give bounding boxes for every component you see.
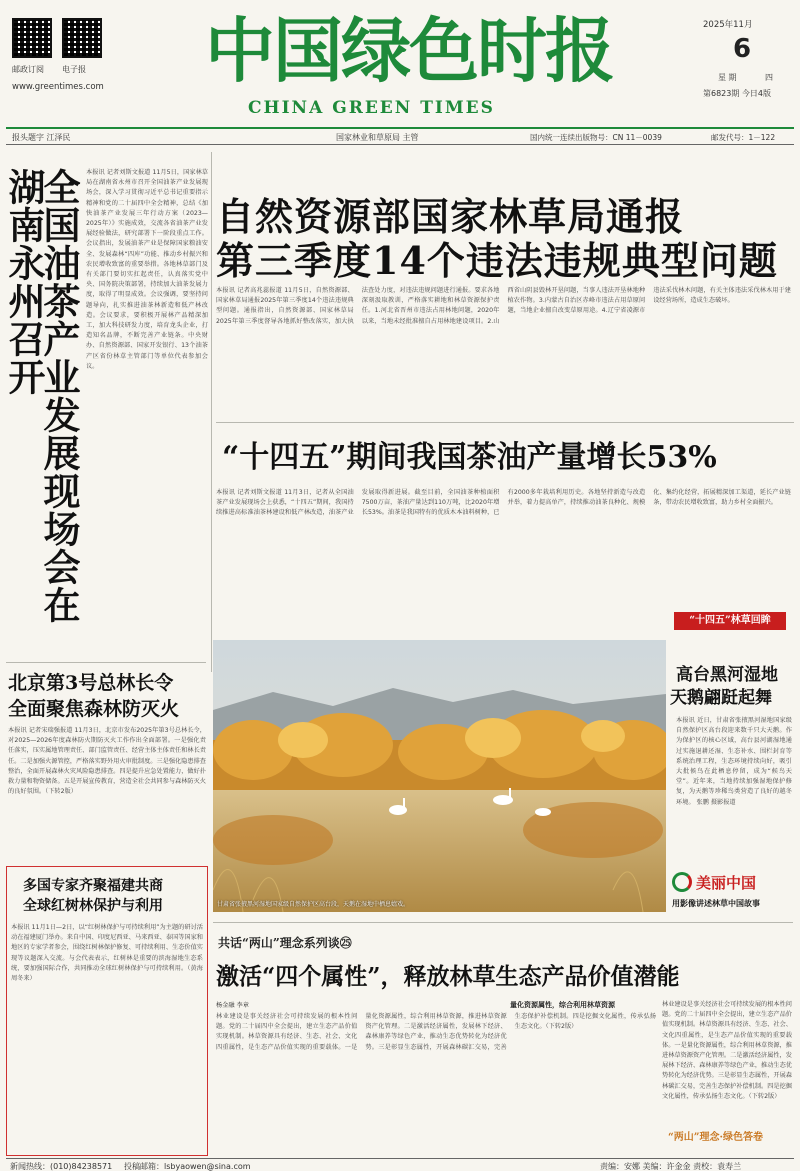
newspaper-logo: 中国绿色时报 [205, 9, 613, 92]
news-hotline: 新闻热线：(010)84238571 [10, 1162, 113, 1171]
weekday: 四 [765, 73, 773, 82]
heihe-headline-line1: 高台黑河湿地 [676, 665, 778, 685]
postal-label: 邮政订阅 [12, 65, 44, 74]
main-headline-line2: 第三季度14个违法违规典型问题 [216, 238, 778, 283]
epaper-label: 电子报 [62, 65, 86, 74]
issue-number: 第6823期 今日4版 [703, 89, 771, 98]
column-divider [211, 152, 212, 672]
tea-oil-text: 本报讯 记者刘斯文报道 11月3日，记者从全国油茶产业发展现场会上获悉，“十四五”期间，我国持续推进高标准油茶林建设和低产林改造，油茶产业发展取得新进展。截至目前，全国油茶种植面积7500万亩，茶油产量达到110万吨，比2020年增长53%。油茶是我国特有的优质木本油料树种，已有2000多年栽培利用历史。各地坚持新造与改造并举，着力提高单产，持续推动油茶良种化、规模化、集约化经营，拓展精深加工渠道，延长产业链条，带动农民增收致富，助力乡村全面振兴。 [216, 489, 791, 517]
main-story-text: 本报讯 记者高兆蕊报道 11月5日，自然资源部、国家林草局通报2025年第三季度14个违法违规典型问题。通报指出，自然资源部、国家林草局2025年第三季度督导各地抓好整改落实，加大执法查处力度，对违法违规问题进行通报。要求各地深刻汲取教训，严格落实耕地和林草资源保护责任。1.河北省晋州市违法占用林地问题，2020年以来，当地未经批准擅自占用林地建设项目。2.山西省山阴县毁林开垦问题，当事人违法开垦林地种植农作物。3.内蒙古自治区赤峰市违法占用草原问题，当地企业擅自改变草原用途。4.辽宁省凌源市违法采伐林木问题，有关主体违法采伐林木用于建设经营场所，造成生态破坏。 [216, 287, 791, 325]
left-divider [6, 662, 206, 663]
series-text: 林业建设是事关经济社会可持续发展的根本性问题。党的二十届四中全会提出，建立生态产品价值实现机制。林草资源具有经济、生态、社会、文化四重属性，是生态产品价值实现的重要载体。一是量化资源属性，综合利用林草资源，推进林草资源资产化管理。二是激活经济属性，发展林下经济、森林康养等绿色产业，推动生态优势转化为经济优势。三是彰显生态属性，开展森林碳汇交易，完善生态保护补偿机制。四是挖掘文化属性，传承弘扬生态文化。（下转2版） [216, 1013, 656, 1051]
masthead-rule [6, 127, 794, 129]
heihe-body: 本报讯 近日，甘肃省张掖黑河湿地国家级自然保护区高台段迎来数千只大天鹅。作为保护区的核心区域，高台县河湖湿地通过实施退耕还湿、生态补水、围栏封育等系统治理工程，生态环境持续向好，吸引大批候鸟在此栖息停留，成为“候鸟天堂”。近年来，当地持续加强湿地保护修复，为天鹅等珍稀鸟类营造了良好的越冬环境。 张鹏 摄影报道 [676, 717, 792, 806]
two-mountains-logo: “两山”理念·绿色答卷 [668, 1132, 763, 1143]
series-subheading: 量化资源属性，综合利用林草资源 [510, 1001, 615, 1009]
beijing-headline-line1: 北京第3号总林长令 [8, 672, 174, 694]
date-year-month: 2025年11月 [703, 20, 753, 30]
series-divider [213, 922, 793, 923]
oil-tea-headline: 全国油茶产业发展现场会在湖南永州召开 [2, 168, 81, 624]
website-url[interactable]: www.greentimes.com [12, 82, 104, 92]
sponsor: 国家林业和草原局 主管 [336, 133, 419, 142]
photo-caption: 甘肃省张掖黑河湿地国家级自然保护区高台段，天鹅在湿地中栖息嬉戏。 [217, 901, 410, 908]
review-tag: “十四五”林草回眸 [674, 612, 786, 630]
qr-code-postal [12, 18, 52, 58]
series-label: 共话“两山”理念系列谈㉕ [218, 936, 352, 950]
mangrove-box [6, 866, 208, 1156]
beijing-body: 本报讯 记者宋瑞强报道 11月3日，北京市发布2025年第3号总林长令，对2025—2026年度森林防火期防灭火工作作出全面部署。一是强化责任落实，压实属地管理责任、部门监管责任、经营主体主体责任和林长责任。二是加强火源管控，严格落实野外用火审批制度。三是强化隐患排查整治，全面开展森林火灾风险隐患排查。四是提升应急处置能力，做好扑救力量和物资储备。五是开展宣传教育，营造全社会共同参与森林防灭火的良好氛围。（下转2版） [8, 727, 206, 796]
beautiful-china-subtitle: 用影像讲述林草中国故事 [672, 899, 760, 908]
oil-tea-body: 本报讯 记者刘斯文报道 11月5日，国家林草局在湖南省永州市召开全国油茶产业发展现场会，深入学习贯彻习近平总书记重要指示精神和党的二十届四中全会精神，总结《加快油茶产业发展三年行动方案（2023—2025年）》实施成效，交流各省油茶产业发展经验做法，研究部署下一阶段重点工作。会议指出，发展油茶产业是保障国家粮油安全、发展森林“四库”功能、推动乡村振兴和农民增收致富的重要举措。各地林草部门及有关部门要切实扛起责任，认真落实党中央、国务院决策部署，持续加大油茶发展力度，取得了明显成效。会议强调，要坚持问题导向，扎实推进油茶林新造和低产林改造。会议要求，要积极开展林产品精深加工，加大科技研发力度，培育龙头企业，打造知名品牌，不断完善产业链条。中央财办、自然资源部、国家开发银行、13个油茶产区省份林草主管部门等单位代表参加会议。 [86, 169, 208, 370]
beautiful-china-title: 美丽中国 [696, 874, 757, 892]
date-day: 6 [733, 34, 752, 64]
cn-number: 国内统一连续出版物号：CN 11－0039 [530, 133, 662, 142]
wetland-photo [213, 640, 666, 912]
series-headline: 激活“四个属性”，释放林草生态产品价值潜能 [216, 963, 680, 990]
newspaper-logo-english: CHINA GREEN TIMES [248, 98, 495, 118]
beijing-headline-line2: 全面聚焦森林防灭火 [8, 698, 180, 720]
series-author: 杨金融 李章 [216, 1002, 249, 1009]
main-story-body [216, 286, 791, 416]
tea-oil-headline: “十四五”期间我国茶油产量增长53% [222, 440, 717, 475]
mangrove-headline-line2: 全球红树林保护与利用 [23, 898, 163, 914]
mangrove-headline-line1: 多国专家齐聚福建共商 [23, 878, 163, 894]
main-headline-line1: 自然资源部国家林草局通报 [216, 194, 685, 239]
heihe-headline-line2: 天鹅翩跹起舞 [670, 688, 772, 708]
section-divider [216, 422, 794, 423]
tea-oil-body [216, 488, 791, 628]
mangrove-body: 本报讯 11月1日—2日，以“红树林保护与可持续利用”为主题的研讨活动在福建厦门举办。来自中国、印度尼西亚、马来西亚、泰国等国家和地区的专家学者参会，围绕红树林保护修复、可持续利用、生态价值实现等议题深入交流。与会代表表示，红树林是重要的滨海湿地生态系统，要加强国际合作，共同推动全球红树林保护与可持续利用。（黄海 周冬来） [11, 924, 203, 983]
beautiful-china-logo [672, 872, 794, 912]
qr-code-epaper [62, 18, 102, 58]
series-body [216, 1012, 656, 1154]
masthead-rule-lower [6, 144, 794, 145]
series-side-body: 林业建设是事关经济社会可持续发展的根本性问题。党的二十届四中全会提出，建立生态产品价值实现机制。林草资源具有经济、生态、社会、文化四重属性，是生态产品价值实现的重要载体。一是量化资源属性，综合利用林草资源，推进林草资源资产化管理。二是激活经济属性，发展林下经济、森林康养等绿色产业，推动生态优势转化为经济优势。三是彰显生态属性，开展森林碳汇交易，完善生态保护补偿机制。四是挖掘文化属性，传承弘扬生态文化。（下转2版） [662, 1001, 792, 1100]
weekday-label: 星 期 [718, 73, 737, 82]
post-code: 邮发代号：1－122 [711, 133, 776, 142]
footer-rule [6, 1158, 794, 1159]
submission-email[interactable]: 投稿邮箱：lsbyaowen@sina.com [124, 1162, 251, 1171]
editors-credit: 责编：安娜 美编：许金金 责校：袁寿兰 [600, 1162, 742, 1171]
beautiful-china-icon [672, 872, 692, 892]
inscription: 报头题字 江泽民 [12, 133, 71, 142]
